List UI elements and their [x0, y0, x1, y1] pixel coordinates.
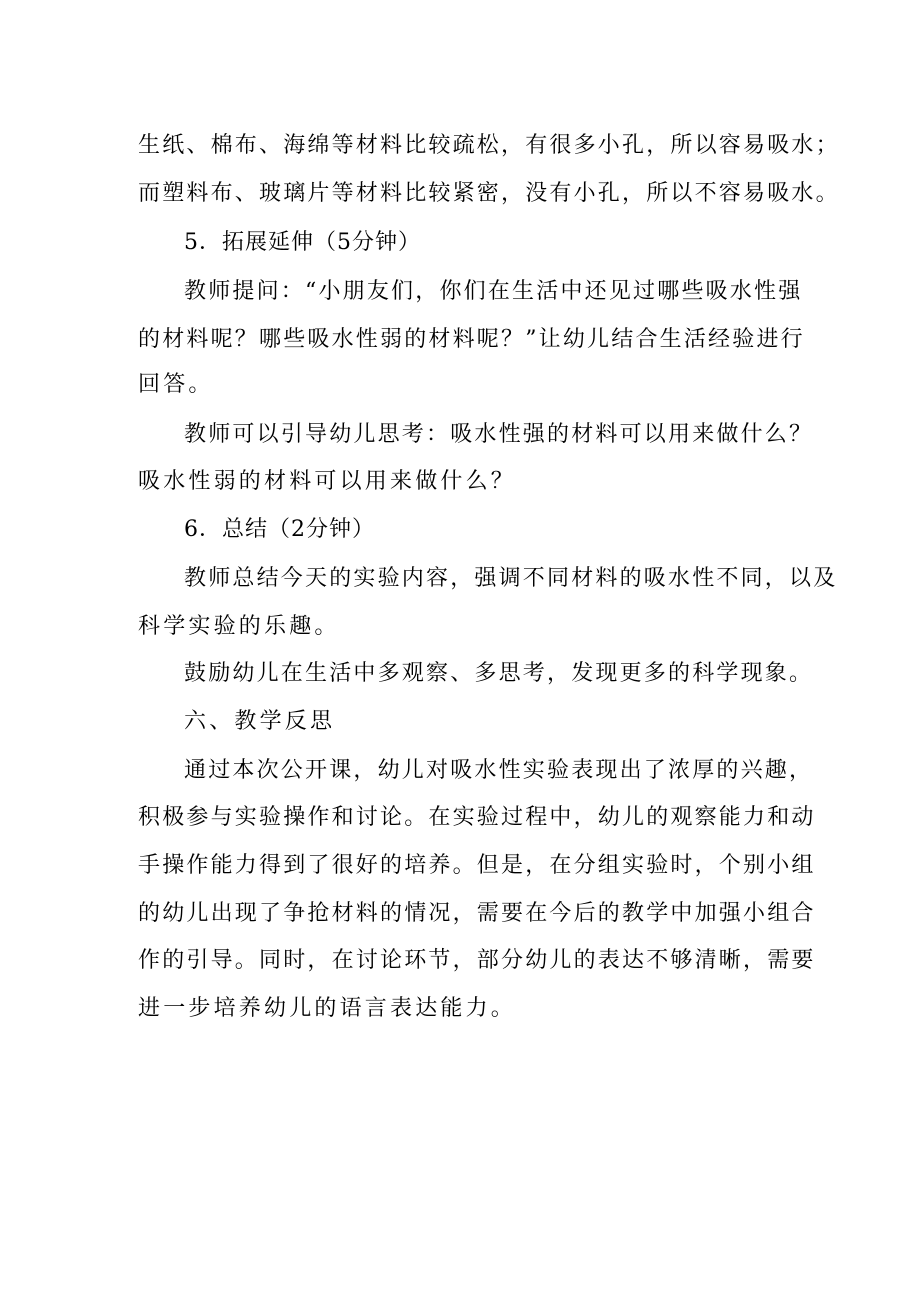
paragraph-line: 教师总结今天的实验内容，强调不同材料的吸水性不同，以及 [184, 566, 838, 591]
paragraph-line: 吸水性弱的材料可以用来做什么？ [138, 469, 517, 494]
paragraph-line: 积极参与实验操作和讨论。在实验过程中，幼儿的观察能力和动 [138, 805, 816, 830]
paragraph-line: 手操作能力得到了很好的培养。但是，在分组实验时，个别小组 [138, 853, 816, 878]
section-heading-5: 5．拓展延伸（5分钟） [184, 230, 421, 255]
paragraph-line: 的材料呢？哪些吸水性弱的材料呢？”让幼儿结合生活经验进行 [138, 327, 805, 352]
paragraph-line: 而塑料布、玻璃片等材料比较紧密，没有小孔，所以不容易吸水。 [138, 181, 840, 206]
section-heading-6: 6．总结（2分钟） [184, 517, 375, 542]
paragraph-line: 作的引导。同时，在讨论环节，部分幼儿的表达不够清晰，需要 [138, 948, 816, 973]
paragraph-line: 科学实验的乐趣。 [138, 614, 340, 639]
paragraph-line: 的幼儿出现了争抢材料的情况，需要在今后的教学中加强小组合 [138, 901, 816, 926]
paragraph-line: 生纸、棉布、海绵等材料比较疏松，有很多小孔，所以容易吸水； [138, 133, 840, 158]
paragraph-line: 教师提问：“小朋友们，你们在生活中还见过哪些吸水性强 [184, 279, 803, 304]
paragraph-line: 通过本次公开课，幼儿对吸水性实验表现出了浓厚的兴趣， [184, 758, 814, 783]
paragraph-line: 教师可以引导幼儿思考：吸水性强的材料可以用来做什么？ [184, 422, 814, 447]
paragraph-line: 进一步培养幼儿的语言表达能力。 [138, 996, 517, 1021]
paragraph-line: 鼓励幼儿在生活中多观察、多思考，发现更多的科学现象。 [184, 661, 814, 686]
section-heading-reflection: 六、教学反思 [184, 709, 336, 734]
paragraph-line: 回答。 [138, 372, 214, 397]
